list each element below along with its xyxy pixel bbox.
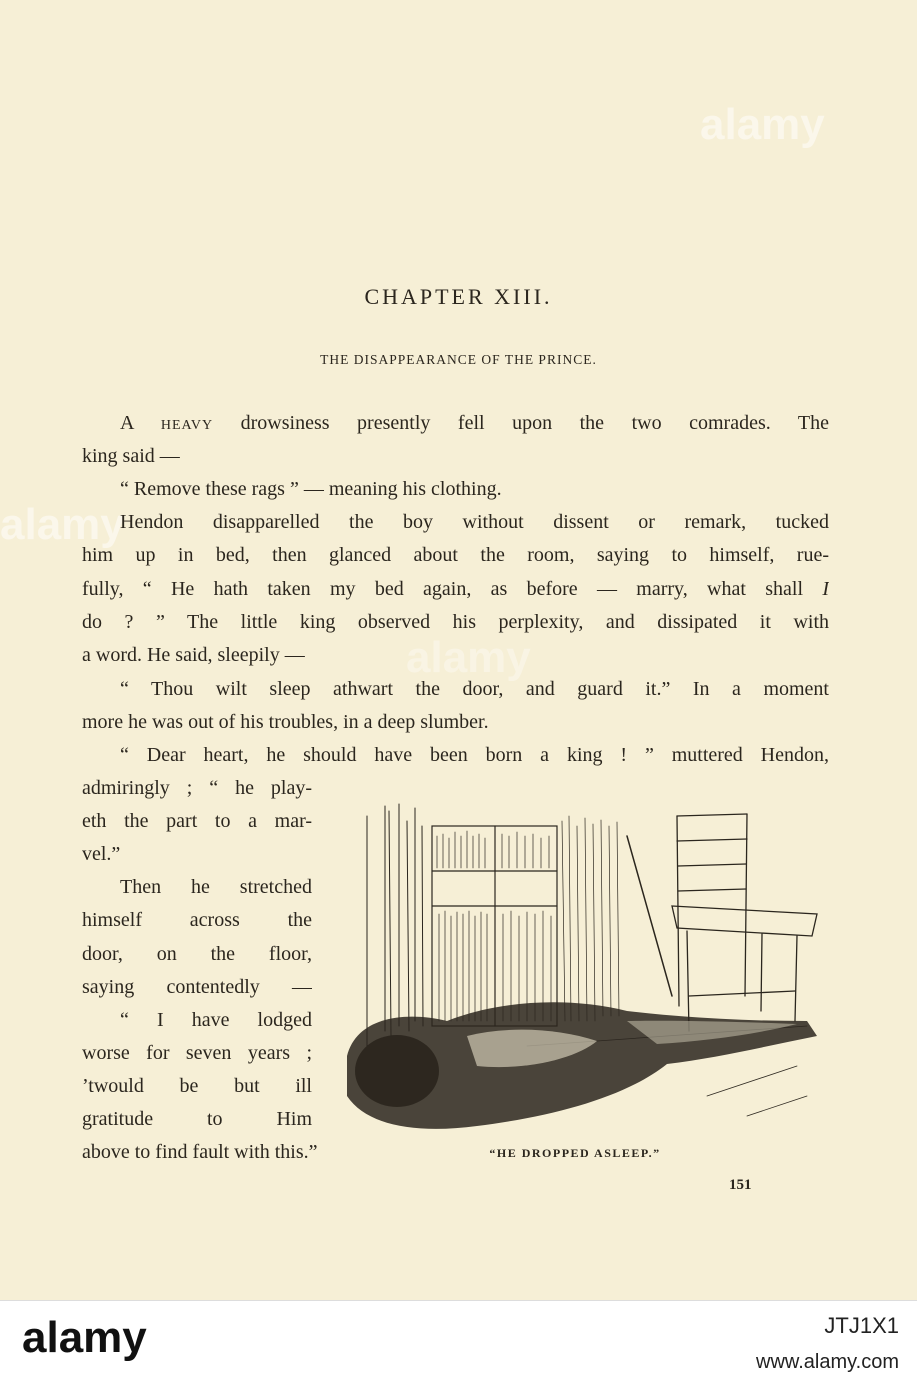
footer-url: www.alamy.com <box>756 1351 899 1373</box>
text-line-15: Then he stretched <box>120 876 312 898</box>
watermark-logo: alamy <box>700 100 825 149</box>
text-line-20: worse for seven years ; <box>82 1042 312 1064</box>
text-line-11: “ Dear heart, he should have been born a king ! ” muttered Hendon, <box>120 744 829 766</box>
text-line-22: gratitude to Him <box>82 1108 312 1130</box>
text-line-10: more he was out of his troubles, in a deep slumber. <box>82 711 489 733</box>
text-line-19: “ I have lodged <box>120 1009 312 1031</box>
illustration-sleeping-boy <box>327 796 827 1142</box>
chapter-subtitle: THE DISAPPEARANCE OF THE PRINCE. <box>320 352 597 367</box>
text-line-13: eth the part to a mar- <box>82 810 312 832</box>
text-line-8: a word. He said, sleepily — <box>82 644 305 666</box>
illustration-caption: “HE DROPPED ASLEEP.” <box>489 1146 661 1160</box>
text-line-12: admiringly ; “ he play- <box>82 777 312 799</box>
text-line-18: saying contentedly — <box>82 976 312 998</box>
text-line-5: him up in bed, then glanced about the room, saying to himself, rue- <box>82 544 829 566</box>
text-line-3: “ Remove these rags ” — meaning his clothing. <box>120 478 502 500</box>
text-line-4: Hendon disapparelled the boy without dissent or remark, tucked <box>120 511 829 533</box>
page-number: 151 <box>729 1177 752 1193</box>
image-id: JTJ1X1 <box>824 1313 899 1338</box>
text-line-14: vel.” <box>82 843 121 865</box>
text-line-9: “ Thou wilt sleep athwart the door, and guard it.” In a moment <box>120 678 829 700</box>
text-line-6: fully, “ He hath taken my bed again, as before — marry, what shall I <box>82 578 829 600</box>
text-line-1: A heavy drowsiness presently fell upon the two comrades. The <box>120 412 829 434</box>
footer-logo: alamy <box>22 1313 147 1362</box>
text-line-7: do ? ” The little king observed his perplexity, and dissipated it with <box>82 611 829 633</box>
chapter-title: CHAPTER XIII. <box>364 284 553 309</box>
watermark-logo-left: alamy <box>0 500 125 549</box>
text-line-16: himself across the <box>82 909 312 931</box>
text-line-17: door, on the floor, <box>82 943 312 965</box>
text-line-21: ’twould be but ill <box>82 1075 312 1097</box>
watermark-footer <box>0 1300 917 1391</box>
text-line-2: king said — <box>82 445 180 467</box>
text-line-23: above to find fault with this.” <box>82 1141 318 1163</box>
watermark-logo-center: alamy <box>406 633 531 682</box>
